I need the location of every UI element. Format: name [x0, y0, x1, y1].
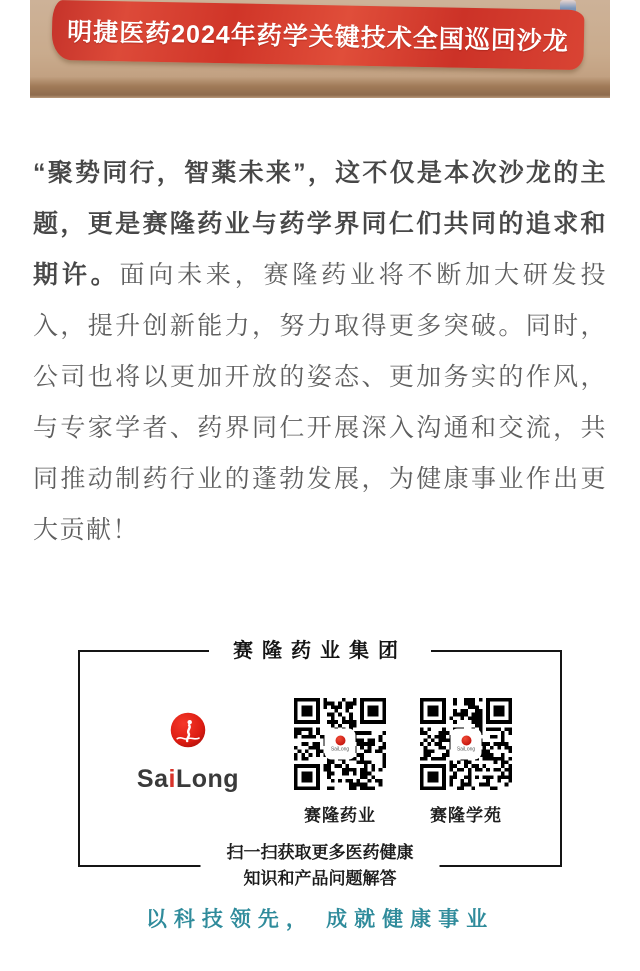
brand-wordmark	[128, 765, 248, 794]
wordmark-accent: i	[168, 765, 176, 793]
article-body-text: 面向未来，赛隆药业将不断加大研发投入，提升创新能力，努力取得更多突破。同时，公司也将以更加开放的姿态、更加务实的作风，与专家学者、药界同仁开展深入沟通和交流，共同推动制药行业的蓬勃发展，为健康事业作出更大贡献！	[33, 261, 607, 544]
wordmark-prefix: Sa	[136, 765, 169, 793]
qr-badge-text: SaiLong	[330, 746, 350, 753]
event-banner	[51, 0, 584, 70]
event-photo[interactable]	[30, 0, 610, 98]
qr-label-academy: 赛隆学苑	[430, 806, 502, 825]
wordmark-suffix: Long	[175, 765, 240, 793]
event-banner-text: 明捷医药2024年药学关键技术全国巡回沙龙	[66, 18, 569, 56]
qr-code-academy[interactable]	[420, 698, 512, 790]
scan-hint-line1: 扫一扫获取更多医药健康	[226, 843, 414, 862]
qr-block-pharma	[294, 698, 386, 826]
qr-badge-text: SaiLong	[456, 746, 476, 753]
qr-center-logo-icon	[327, 731, 354, 758]
sailong-logo-icon	[170, 712, 206, 748]
article-paragraph	[33, 148, 607, 556]
brand-card-title: 赛隆药业集团	[209, 638, 431, 665]
scan-hint	[201, 840, 440, 892]
scan-hint-line2: 知识和产品问题解答	[243, 869, 397, 888]
qr-code-pharma[interactable]	[294, 698, 386, 790]
brand-card	[78, 640, 562, 888]
company-slogan: 以科技领先， 成就健康事业	[145, 907, 495, 931]
brand-card-content	[80, 652, 560, 826]
qr-label-pharma: 赛隆药业	[304, 806, 376, 825]
article-lead-sentence: “聚势同行，智薬未来”，这不仅是本次沙龙的主题，更是赛隆药业与药学界同仁们共同的追求和期许。	[33, 159, 607, 289]
qr-center-logo-icon	[453, 731, 480, 758]
qr-block-academy	[420, 698, 512, 826]
company-logo	[128, 712, 248, 794]
